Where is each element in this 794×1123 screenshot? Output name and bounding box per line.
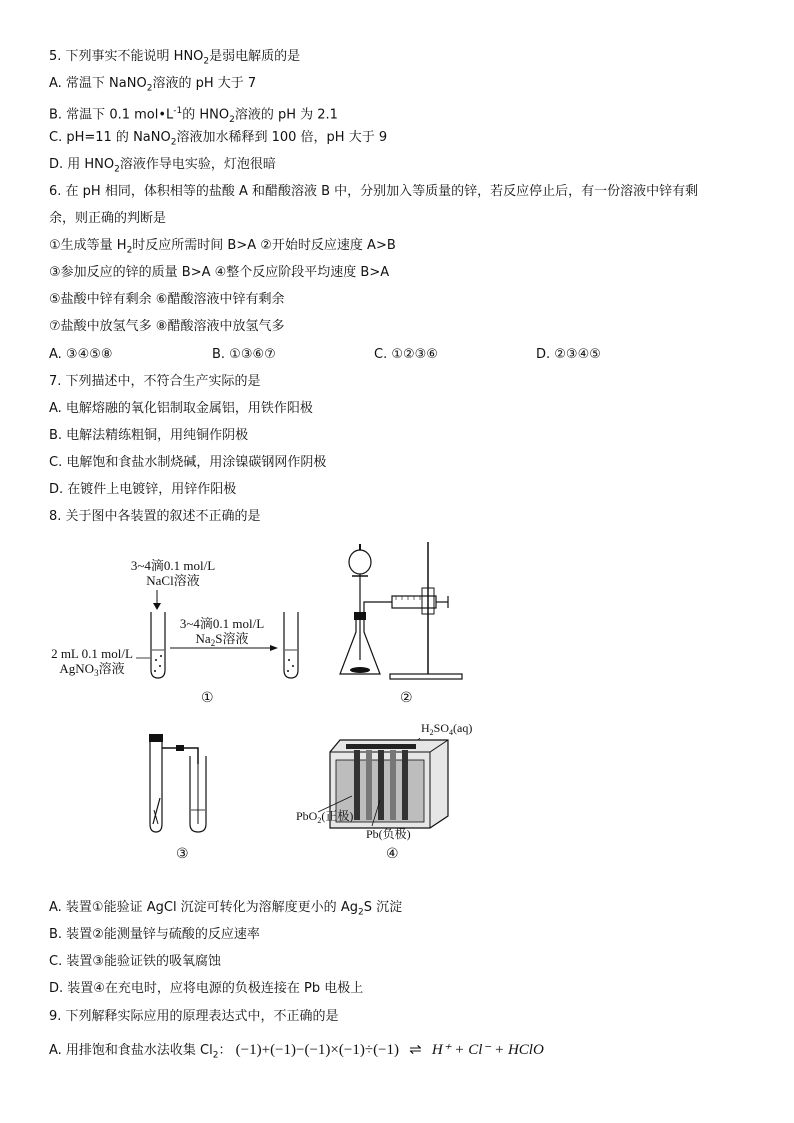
fig2-delivery-tube <box>364 602 392 616</box>
fig3-caption: ③ <box>176 846 189 862</box>
q5-option-b: B. 常温下 0.1 $mol•L^{-1}$的 $HNO_2$溶液的 pH 为 2.1 <box>49 106 338 125</box>
fig3-stopper <box>149 734 163 742</box>
fig4-plate-1 <box>354 750 360 820</box>
q9-expression: (−1)+(−1)−(−1)×(−1)÷(−1) <box>235 1042 400 1058</box>
fig1-transfer-arrow-head <box>270 645 278 651</box>
fig4-terminal-bar <box>346 744 416 749</box>
q5-option-c: C. pH=11 的 NaNO$_2$溶液加水稀释到 100 倍，pH 大于 9 <box>49 130 388 148</box>
q6-statements-1: ①生成等量 $H_2$时反应所需时间 B>A ②开始时反应速度 A>B <box>49 238 396 256</box>
fig4-positive-label: PbO$_2$(正极) <box>296 809 354 825</box>
q6-option-b: B. ①③⑥⑦ <box>212 347 276 362</box>
fig4-plate-3 <box>378 750 384 820</box>
q6-statements-4: ⑦盐酸中放氢气多 ⑧醋酸溶液中放氢气多 <box>49 319 285 334</box>
q7-option-a: A. 电解熔融的氧化铝制取金属铝，用铁作阳极 <box>49 401 313 416</box>
q8-option-c: C. 装置③能验证铁的吸氧腐蚀 <box>49 954 221 969</box>
fig1-caption: ① <box>201 690 214 706</box>
fig1-test-tube-left <box>151 612 165 678</box>
fig1-left-label-1: 2 mL 0.1 mol/L <box>51 646 133 661</box>
fig2-funnel-bulb <box>349 550 371 574</box>
fig3-tube-joint <box>176 745 184 751</box>
fig4-plate-2 <box>366 750 372 820</box>
fig1-precipitate-left <box>155 659 157 661</box>
fig4-plate-5 <box>402 750 408 820</box>
q8-option-a: A. 装置①能验证 AgCl 沉淀可转化为溶解度更小的 $Ag_2S$ 沉淀 <box>49 900 403 918</box>
q8-stem: 8. 关于图中各装置的叙述不正确的是 <box>49 509 261 524</box>
q7-option-d: D. 在镀件上电镀锌，用锌作阳极 <box>49 482 237 497</box>
fig4-caption: ④ <box>386 846 399 862</box>
q6-statements-3: ⑤盐酸中锌有剩余 ⑥醋酸溶液中锌有剩余 <box>49 292 285 307</box>
q7-stem: 7. 下列描述中，不符合生产实际的是 <box>49 374 261 389</box>
q8-option-d: D. 装置④在充电时，应将电源的负极连接在 Pb 电极上 <box>49 981 364 996</box>
fig4-acid-label: $H_2SO_4(aq)$ <box>421 721 473 737</box>
fig4-negative-label: Pb(负极) <box>366 827 411 841</box>
q6-statements-2: ③参加反应的锌的质量 B>A ④整个反应阶段平均速度 B>A <box>49 265 390 280</box>
fig2-zinc-granules <box>350 667 370 673</box>
q8-option-b: B. 装置②能测量锌与硫酸的反应速率 <box>49 927 260 942</box>
q9-products: H⁺ + Cl⁻ + HClO <box>431 1042 544 1058</box>
q6-stem-line1: 6. 在 pH 相同，体积相等的盐酸 A 和醋酸溶液 B 中，分别加入等质量的锌，若反应停止后，有一份溶液中锌有剩 <box>49 184 699 199</box>
fig2-stand-base <box>390 674 462 679</box>
q6-option-c: C. ①②③⑥ <box>374 347 438 362</box>
q6-option-d: D. ②③④⑤ <box>536 347 601 362</box>
fig2-caption: ② <box>400 690 413 706</box>
q9-equilibrium-arrow: ⇌ <box>409 1042 422 1058</box>
q5-stem: 5. 下列事实不能说明 $HNO_2$是弱电解质的是 <box>49 49 301 67</box>
q5-option-a: A. 常温下 NaNO$_2$溶液的 pH 大于 7 <box>49 76 257 94</box>
fig1-drop-arrow-head <box>153 603 161 610</box>
fig4-plate-4 <box>390 750 396 820</box>
q6-option-a: A. ③④⑤⑧ <box>49 347 113 362</box>
figure-1-precipitation <box>50 550 320 685</box>
q7-option-c: C. 电解饱和食盐水制烧碱，用涂镍碳钢网作阴极 <box>49 455 327 470</box>
fig1-left-label-2: AgNO$_3$溶液 <box>59 661 125 678</box>
q6-stem-line2: 余，则正确的判断是 <box>49 211 167 226</box>
fig1-precipitate-right <box>288 659 290 661</box>
fig1-top-label-2: NaCl溶液 <box>146 573 200 588</box>
figure-4-lead-acid-battery <box>296 716 496 842</box>
q9-option-a: A. 用排饱和食盐水法收集 $Cl_2$： (−1)+(−1)−(−1)×(−1)÷(−1) ⇌ H⁺ + Cl⁻ + HClO <box>49 1042 544 1061</box>
fig1-mid-label-2: $Na_2S$溶液 <box>195 631 249 648</box>
fig1-mid-label-1: 3~4滴0.1 mol/L <box>179 616 265 631</box>
q5-option-d: D. 用 $HNO_2$溶液作导电实验，灯泡很暗 <box>49 157 276 175</box>
figure-3-oxygen-corrosion <box>140 728 220 838</box>
fig1-top-label-1: 3~4滴0.1 mol/L <box>130 558 216 573</box>
figure-2-rate-apparatus <box>330 540 470 685</box>
q9-stem: 9. 下列解释实际应用的原理表达式中，不正确的是 <box>49 1009 339 1024</box>
q7-option-b: B. 电解法精练粗铜，用纯铜作阴极 <box>49 428 249 443</box>
fig1-test-tube-right <box>284 612 298 678</box>
